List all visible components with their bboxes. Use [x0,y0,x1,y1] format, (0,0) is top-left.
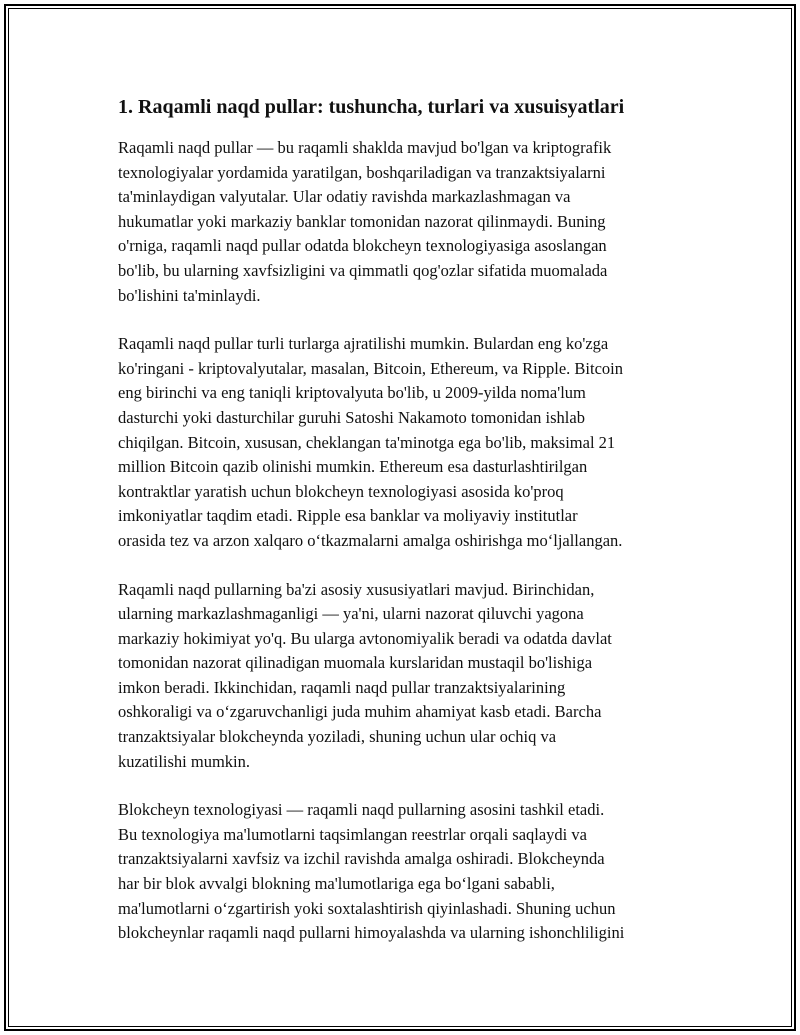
text-line: texnologiyalar yordamida yaratilgan, boshqariladigan va tranzaktsiyalarni [118,162,606,182]
text-line: imkon beradi. Ikkinchidan, raqamli naqd pullar tranzaktsiyalarining [118,677,566,697]
text-line: orasida tez va arzon xalqaro o‘tkazmalarni amalga oshirishga mo‘ljallangan. [118,530,623,550]
text-line: chiqilgan. Bitcoin, xususan, cheklangan ta'minotga ega bo'lib, maksimal 21 [118,432,616,452]
paragraph-types [118,332,692,553]
text-line: imkoniyatlar taqdim etadi. Ripple esa banklar va moliyaviy institutlar [118,506,578,526]
text-line: markaziy hokimiyat yo'q. Bu ularga avtonomiyalik beradi va odatda davlat [118,628,612,648]
text-line: ularning markazlashmaganligi — ya'ni, ularni nazorat qiluvchi yagona [118,604,584,624]
text-line: ma'lumotlarni o‘zgartirish yoki soxtalashtirish qiyinlashadi. Shuning uchun [118,898,616,918]
paragraph-features [118,578,692,775]
text-line: kontraktlar yaratish uchun blokcheyn texnologiyasi asosida ko'proq [118,481,564,501]
text-line: kuzatilishi mumkin. [118,751,250,771]
text-line: Raqamli naqd pullar turli turlarga ajratilishi mumkin. Bulardan eng ko'zga [118,334,609,354]
text-line: Raqamli naqd pullar — bu raqamli shaklda mavjud bo'lgan va kriptografik [118,138,612,157]
text-line: oshkoraligi va o‘zgaruvchanligi juda muhim ahamiyat kasb etadi. Barcha [118,702,602,722]
text-line: Bu texnologiya ma'lumotlarni taqsimlangan reestrlar orqali saqlaydi va [118,824,587,844]
text-line: har bir blok avvalgi blokning ma'lumotlariga ega bo‘lgani sababli, [118,874,555,894]
text-line: bo'lishini ta'minlaydi. [118,285,261,305]
text-line: hukumatlar yoki markaziy banklar tomonidan nazorat qilinmaydi. Buning [118,211,606,231]
text-line: Blokcheyn texnologiyasi — raqamli naqd pullarning asosini tashkil etadi. [118,800,605,820]
text-line: ko'ringani - kriptovalyutalar, masalan, Bitcoin, Ethereum, va Ripple. Bitcoin [118,358,623,378]
paragraph-definition [118,136,692,308]
text-line: tranzaktsiyalar blokcheynda yoziladi, shuning uchun ular ochiq va [118,727,557,747]
text-line: eng birinchi va eng taniqli kriptovalyuta bo'lib, u 2009-yilda noma'lum [118,383,586,403]
text-line: million Bitcoin qazib olinishi mumkin. Ethereum esa dasturlashtirilgan [118,457,588,477]
paragraph-blockchain [118,798,692,946]
text-line: blokcheynlar raqamli naqd pullarni himoyalashda va ularning ishonchliligini [118,923,625,943]
text-line: bo'lib, bu ularning xavfsizligini va qimmatli qog'ozlar sifatida muomalada [118,260,608,280]
text-line: o'rniga, raqamli naqd pullar odatda blokcheyn texnologiyasiga asoslangan [118,236,607,256]
document-body [118,94,692,970]
text-line: dasturchi yoki dasturchilar guruhi Satoshi Nakamoto tomonidan ishlab [118,407,585,427]
text-line: tomonidan nazorat qilinadigan muomala kurslaridan mustaqil bo'lishiga [118,653,593,673]
text-line: Raqamli naqd pullarning ba'zi asosiy xususiyatlari mavjud. Birinchidan, [118,579,595,599]
section-heading: 1. Raqamli naqd pullar: tushuncha, turlari va xusuisyatlari [118,96,625,118]
text-line: ta'minlaydigan valyutalar. Ular odatiy ravishda markazlashmagan va [118,187,571,207]
text-line: tranzaktsiyalarni xavfsiz va izchil ravishda amalga oshiradi. Blokcheynda [118,849,605,869]
